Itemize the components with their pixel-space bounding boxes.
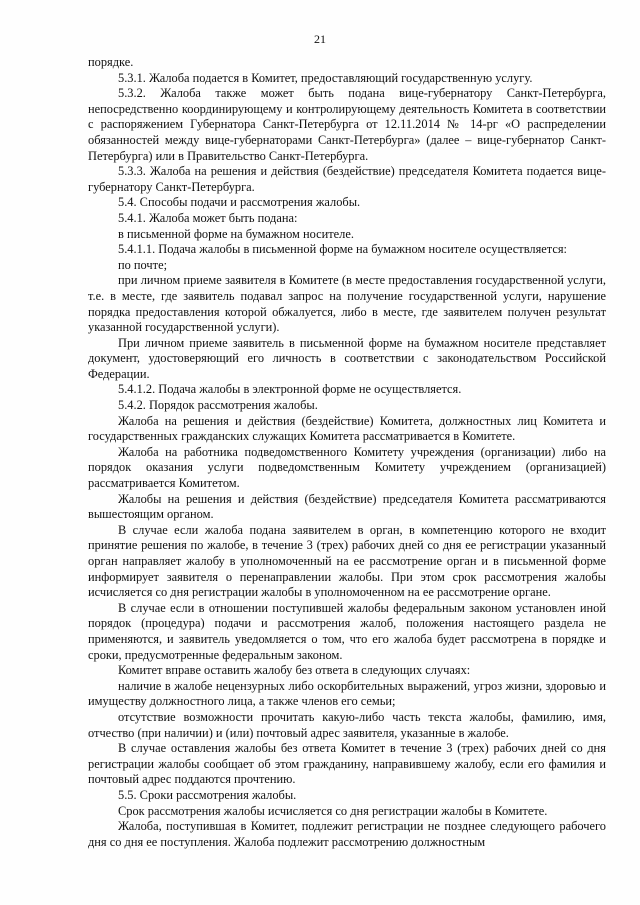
paragraph: 5.4.2. Порядок рассмотрения жалобы.	[118, 398, 318, 413]
paragraph: В случае если в отношении поступившей жалобы федеральным законом установлен иной порядок (процедура) подачи и рассмотрения жалоб, положения настоящего раздела не применяются, и заявитель уведомляется о том, что его жалоба будет рассмотрена в порядке и сроки, предусмотренные федеральным законом.	[88, 600, 606, 662]
page-number: 21	[314, 32, 326, 46]
paragraph: Жалоба, поступившая в Комитет, подлежит регистрации не позднее следующего рабочего дня со дня ее поступления. Жалоба подлежит рассмотрению должностным	[88, 819, 606, 849]
paragraph: порядке.	[88, 55, 134, 69]
paragraph: 5.3.3. Жалоба на решения и действия (бездействие) председателя Комитета подается вице-губернатору Санкт-Петербурга.	[88, 164, 606, 194]
paragraph: Жалоба на решения и действия (бездействие) Комитета, должностных лиц Комитета и государственных гражданских служащих Комитета рассматривается в Комитете.	[88, 413, 606, 444]
paragraph: 5.5. Сроки рассмотрения жалобы.	[118, 787, 297, 802]
paragraph: при личном приеме заявителя в Комитете (в месте предоставления государственной услуги, т.е. в месте, где заявитель подавал запрос на получение государственной услуги, нарушение порядка предоставления которой обжалуется, либо в месте, где заявителем получен результат указанной государственной услуги).	[88, 273, 606, 335]
paragraph: 5.3.1. Жалоба подается в Комитет, предоставляющий государственную услугу.	[118, 70, 533, 85]
paragraph: В случае если жалоба подана заявителем в орган, в компетенцию которого не входит принятие решения по жалобе, в течение 3 (трех) рабочих дней со дня ее регистрации указанный орган направляет жалобу в уполномоченный на ее рассмотрение орган и в письменной форме информирует заявителя о перенаправлении жалобы. При этом срок рассмотрения жалобы исчисляется со дня регистрации жалобы в уполномоченном на ее рассмотрение органе.	[88, 522, 606, 600]
paragraph: 5.4.1.2. Подача жалобы в электронной форме не осуществляется.	[118, 382, 462, 397]
paragraph: 5.3.2. Жалоба также может быть подана вице-губернатору Санкт-Петербурга, непосредственно координирующему и контролирующему деятельность Комитета в соответствии с распоряжением Губернатора Санкт-Петербурга от 12.11.2014 № 14-рг «О распределении обязанностей между вице-губернаторами Санкт-Петербурга» (далее – вице-губернатор Санкт-Петербурга) или в Правительство Санкт-Петербурга.	[88, 86, 606, 163]
paragraph: 5.4. Способы подачи и рассмотрения жалобы.	[118, 195, 361, 210]
paragraph: При личном приеме заявитель в письменной форме на бумажном носителе представляет документ, удостоверяющий его личность в соответствии с законодательством Российской Федерации.	[88, 335, 606, 381]
paragraph: Срок рассмотрения жалобы исчисляется со дня регистрации жалобы в Комитете.	[118, 803, 548, 818]
paragraph: Жалоба на работника подведомственного Комитету учреждения (организации) либо на порядок оказания услуги подведомственным Комитету учреждением (организацией) рассматривается Комитетом.	[88, 444, 606, 491]
paragraph: по почте;	[118, 257, 168, 272]
paragraph: 5.4.1. Жалоба может быть подана:	[118, 210, 298, 225]
paragraph: наличие в жалобе нецензурных либо оскорбительных выражений, угроз жизни, здоровью и имуществу должностного лица, а также членов его семьи;	[88, 678, 606, 709]
paragraph: В случае оставления жалобы без ответа Комитет в течение 3 (трех) рабочих дней со дня регистрации жалобы сообщает об этом гражданину, направившему жалобу, если его фамилия и почтовый адрес поддаются прочтению.	[88, 741, 606, 787]
page-body	[88, 55, 606, 850]
paragraph: в письменной форме на бумажном носителе.	[118, 226, 354, 241]
paragraph: отсутствие возможности прочитать какую-либо часть текста жалобы, фамилию, имя, отчество (при наличии) и (или) почтовый адрес заявителя, указанные в жалобе.	[88, 709, 606, 740]
paragraph: Комитет вправе оставить жалобу без ответа в следующих случаях:	[118, 663, 471, 678]
paragraph: Жалобы на решения и действия (бездействие) председателя Комитета рассматриваются вышестоящим органом.	[88, 491, 606, 522]
paragraph: 5.4.1.1. Подача жалобы в письменной форме на бумажном носителе осуществляется:	[118, 242, 567, 257]
